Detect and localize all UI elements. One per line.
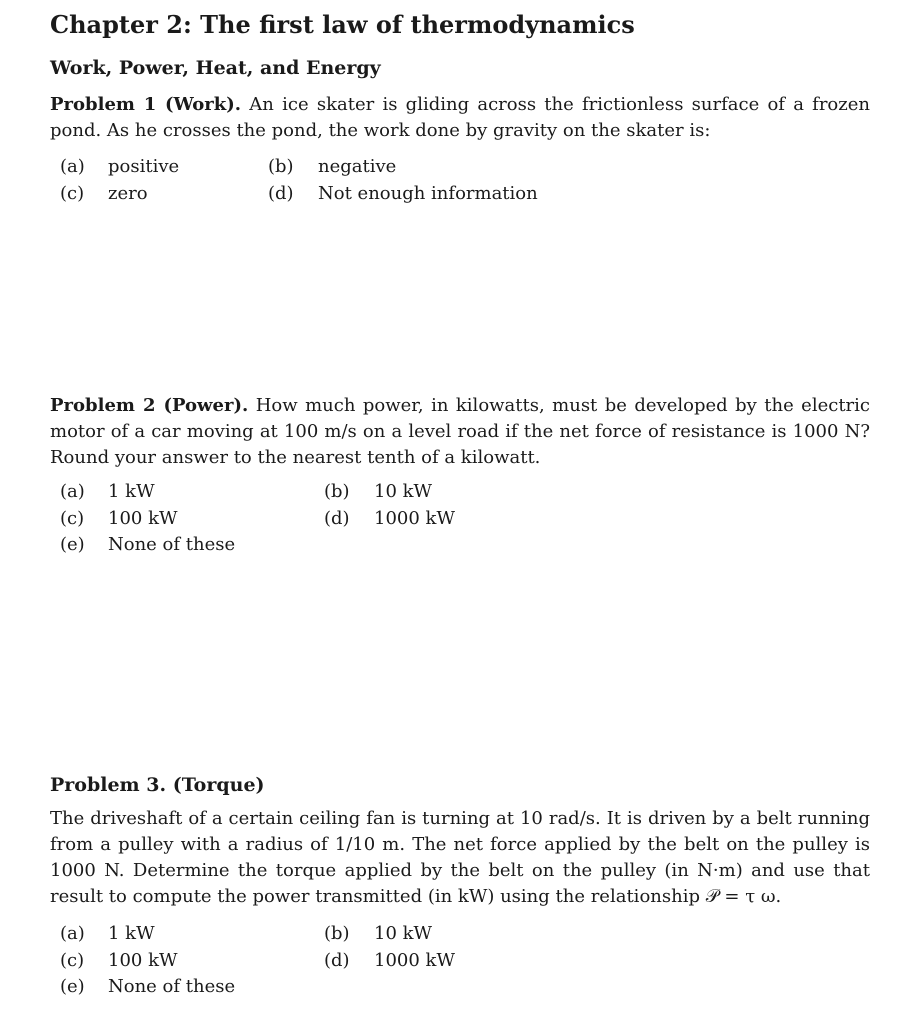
problem-3-choice-c: (c) 100 kW bbox=[60, 949, 178, 971]
problem-1-label: Problem 1 (Work). bbox=[50, 94, 242, 115]
problem-3-label: Problem 3. (Torque) bbox=[50, 774, 265, 796]
problem-3-text: The driveshaft of a certain ceiling fan is turning at 10 rad/s. It is driven by a belt running from a pulley with a radius of 1/10 m. The net force applied by the belt on the pulley is 1000 N. Determine the torque applied by the belt on the pulley (in N·m) and use that result to compute the power transmitted (in kW) using the relationship 𝒫 = τ ω. bbox=[50, 808, 870, 907]
problem-1-choice-c: (c) zero bbox=[60, 182, 148, 204]
problem-1-text: An ice skater is gliding across the frictionless surface of a frozen pond. As he crosses the pond, the work done by gravity on the skater is: bbox=[50, 94, 870, 141]
problem-2 bbox=[50, 393, 870, 471]
problem-3-choice-e: (e) None of these bbox=[60, 976, 236, 997]
problem-2-label: Problem 2 (Power). bbox=[50, 395, 249, 416]
problem-2-choice-b: (b) 10 kW bbox=[324, 481, 433, 502]
section-title: Work, Power, Heat, and Energy bbox=[50, 57, 381, 79]
chapter-title: Chapter 2: The first law of thermodynamics bbox=[50, 10, 635, 39]
problem-2-choice-e: (e) None of these bbox=[60, 534, 236, 555]
problem-2-choice-c: (c) 100 kW bbox=[60, 507, 178, 529]
problem-2-choice-d: (d) 1000 kW bbox=[324, 507, 455, 529]
problem-1-choice-d: (d) Not enough information bbox=[268, 182, 538, 204]
problem-3-choice-a: (a) 1 kW bbox=[60, 923, 155, 944]
problem-3-choice-d: (d) 1000 kW bbox=[324, 949, 455, 971]
problem-3-choice-b: (b) 10 kW bbox=[324, 923, 433, 944]
problem-1-choice-a: (a) positive bbox=[60, 156, 180, 177]
problem-2-text: How much power, in kilowatts, must be developed by the electric motor of a car moving at 100 m/s on a level road if the net force of resistance is 1000 N? Round your answer to the nearest tenth of a kilowatt. bbox=[50, 395, 870, 468]
problem-2-choice-a: (a) 1 kW bbox=[60, 481, 155, 502]
problem-1-choice-b: (b) negative bbox=[268, 156, 397, 177]
problem-1 bbox=[50, 92, 870, 144]
